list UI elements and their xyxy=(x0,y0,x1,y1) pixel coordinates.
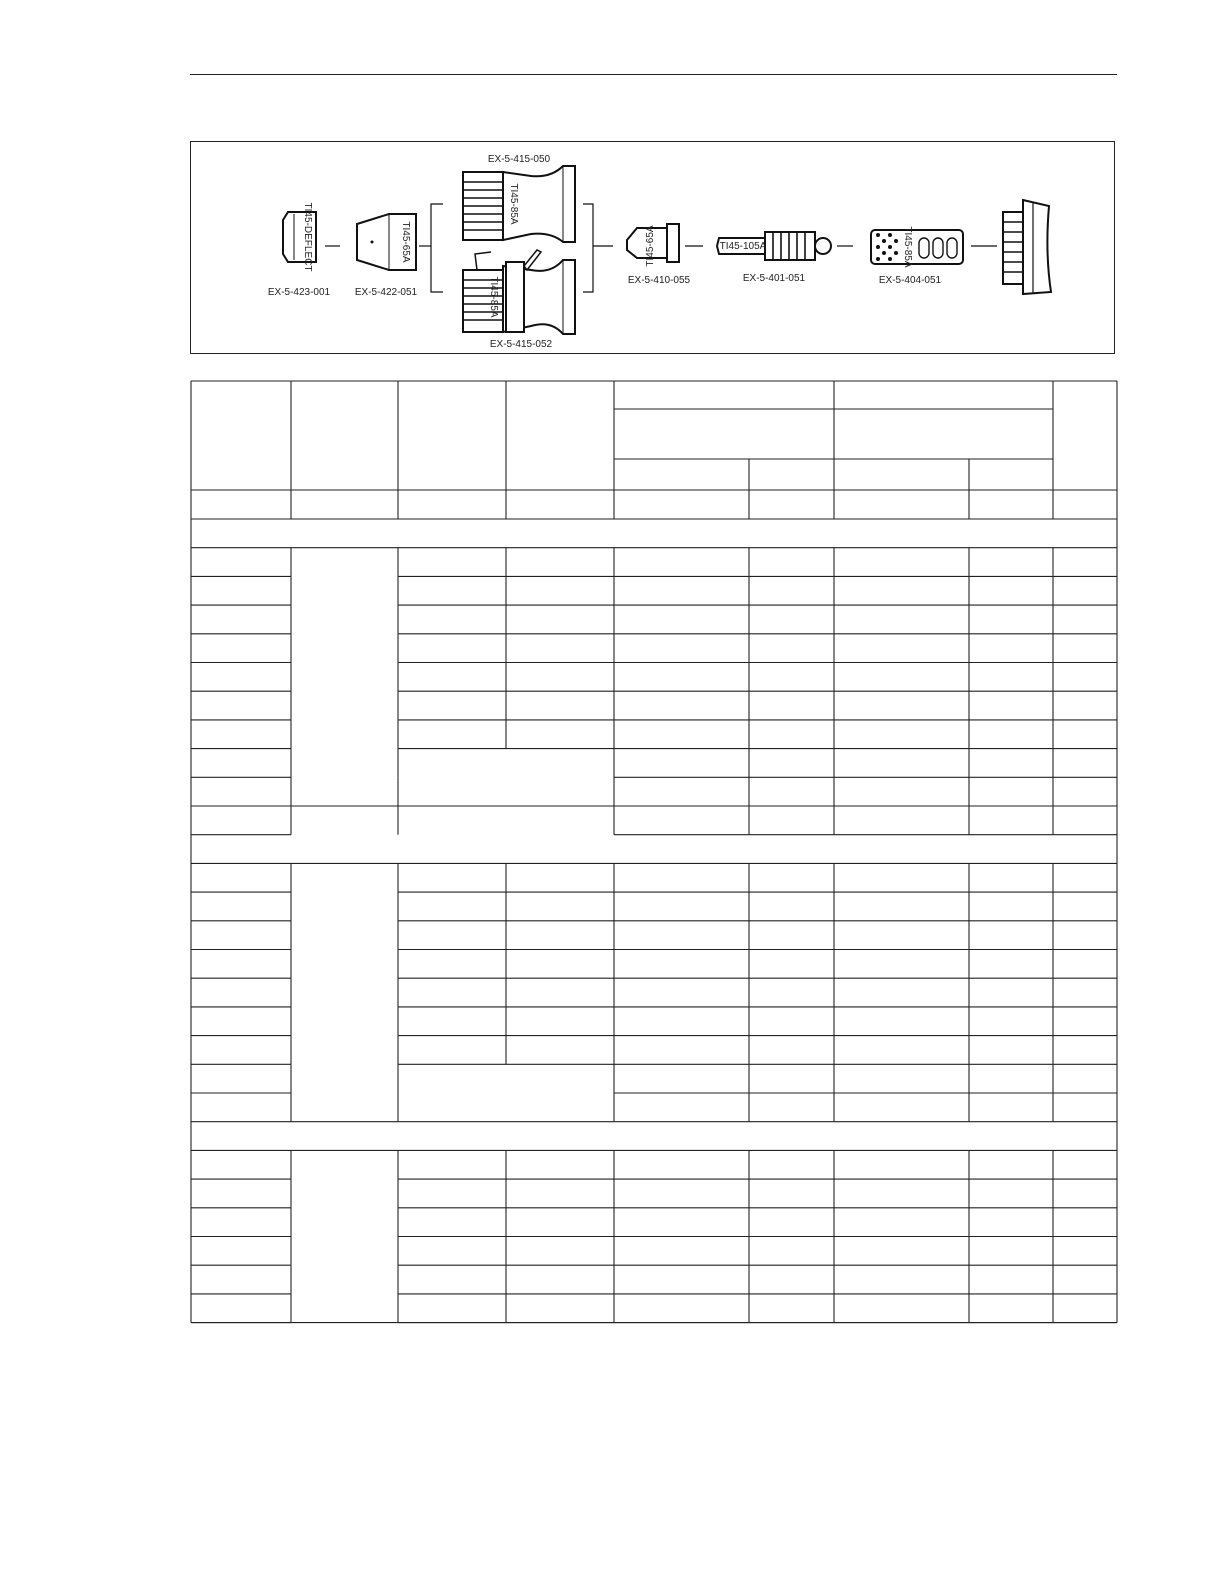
retaining-cap-bottom-label: EX-5-415-052 xyxy=(489,339,553,350)
consumables-diagram xyxy=(191,142,1116,355)
retaining-cap-bottom-part xyxy=(463,250,575,334)
header-rule xyxy=(190,74,1117,75)
shield-part xyxy=(283,203,316,272)
nozzle-part xyxy=(357,214,416,270)
swirl-ring-label: EX-5-404-051 xyxy=(878,275,942,286)
nozzle-imprint: TI45-65A xyxy=(400,221,411,263)
shield-imprint: TI45-DEFLECT xyxy=(302,202,313,272)
table-grid xyxy=(190,380,1120,1412)
swirl-ring-imprint: TI45-85A xyxy=(902,226,913,268)
tip-label: EX-5-410-055 xyxy=(627,275,691,286)
shield-label: EX-5-423-001 xyxy=(267,287,331,298)
electrode-part xyxy=(717,232,831,260)
retaining-cap-bottom-imprint: TI45-85A xyxy=(488,276,499,318)
nozzle-label: EX-5-422-051 xyxy=(354,287,418,298)
retaining-cap-top-label: EX-5-415-050 xyxy=(487,154,551,165)
electrode-label: EX-5-401-051 xyxy=(742,273,806,284)
swirl-ring-part xyxy=(871,226,963,267)
tip-imprint: TI45-65A xyxy=(645,225,656,267)
retaining-cap-top-imprint: TI45-85A xyxy=(508,183,519,225)
cut-chart-table xyxy=(190,380,1120,1412)
consumables-figure xyxy=(190,141,1115,354)
tip-part xyxy=(627,224,679,267)
torch-head-part xyxy=(1003,200,1051,294)
electrode-imprint: TI45-105A xyxy=(719,241,767,252)
retaining-cap-top-part xyxy=(463,166,575,242)
